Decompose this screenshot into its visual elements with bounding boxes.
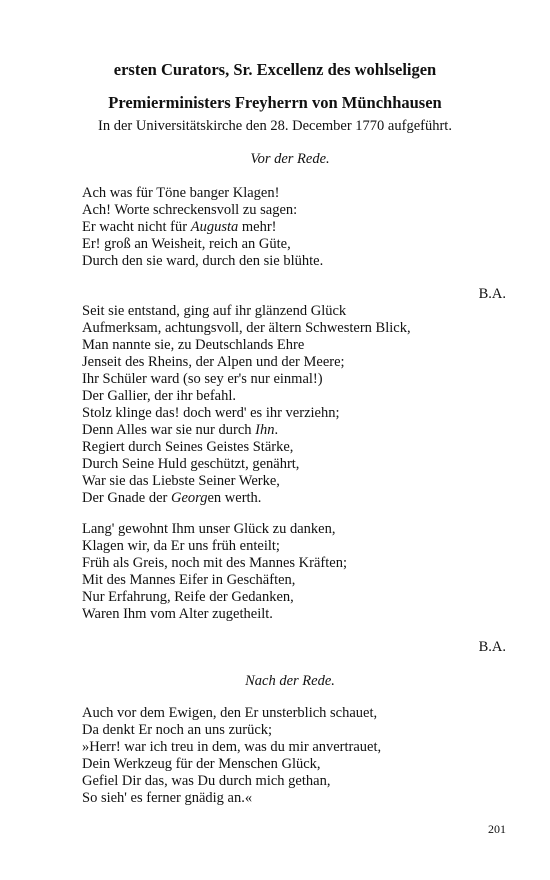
- verse-line: Aufmerksam, achtungsvoll, der ältern Schwestern Blick,: [82, 320, 411, 336]
- verse-line: Waren Ihm vom Alter zugetheilt.: [82, 606, 273, 622]
- verse-line: Gefiel Dir das, was Du durch mich gethan,: [82, 773, 331, 789]
- verse-line: Durch Seine Huld geschützt, genährt,: [82, 456, 300, 472]
- verse-line: Der Gallier, der ihr befahl.: [82, 388, 237, 404]
- verse-line: Er wacht nicht für Augusta mehr!: [82, 219, 277, 235]
- verse-line: Auch vor dem Ewigen, den Er unsterblich schauet,: [82, 705, 378, 721]
- verse-line: Ihr Schüler ward (so sey er's nur einmal!): [82, 371, 323, 387]
- verse-line: Durch den sie ward, durch den sie blühte.: [82, 253, 324, 269]
- verse-line: War sie das Liebste Seiner Werke,: [82, 473, 280, 489]
- verse-line: »Herr! war ich treu in dem, was du mir anvertrauet,: [82, 739, 382, 755]
- verse-line: Stolz klinge das! doch werd' es ihr verziehn;: [82, 405, 340, 421]
- verse-line: Denn Alles war sie nur durch Ihn.: [82, 422, 279, 438]
- page-number: 201: [488, 822, 506, 836]
- stanza-3: [82, 521, 347, 623]
- subtitle: In der Universitätskirche den 28. December 1770 aufgeführt.: [98, 118, 452, 134]
- signature-1: B.A.: [478, 286, 506, 302]
- verse-line: Der Gnade der Georgen werth.: [82, 490, 262, 506]
- heading-after-speech: Nach der Rede.: [245, 673, 335, 689]
- verse-line: Jenseit des Rheins, der Alpen und der Meere;: [82, 354, 345, 370]
- verse-line: Seit sie entstand, ging auf ihr glänzend Glück: [82, 303, 347, 319]
- verse-line: Nur Erfahrung, Reife der Gedanken,: [82, 589, 294, 605]
- verse-line: Er! groß an Weisheit, reich an Güte,: [82, 236, 291, 252]
- verse-line: Man nannte sie, zu Deutschlands Ehre: [82, 337, 305, 353]
- signature-2: B.A.: [478, 639, 506, 655]
- verse-line: Da denkt Er noch an uns zurück;: [82, 722, 273, 738]
- verse-line: Regiert durch Seines Geistes Stärke,: [82, 439, 294, 455]
- stanza-4: [82, 705, 381, 807]
- verse-line: Dein Werkzeug für der Menschen Glück,: [82, 756, 321, 772]
- verse-line: Lang' gewohnt Ihm unser Glück zu danken,: [82, 521, 336, 537]
- title-line-2: Premierministers Freyherrn von Münchhausen: [108, 93, 442, 112]
- verse-line: Ach! Worte schreckensvoll zu sagen:: [82, 202, 298, 218]
- stanza-2: [82, 303, 411, 507]
- verse-line: Klagen wir, da Er uns früh enteilt;: [82, 538, 280, 554]
- title-line-1: ersten Curators, Sr. Excellenz des wohlseligen: [113, 60, 437, 79]
- heading-before-speech: Vor der Rede.: [250, 151, 330, 167]
- verse-line: Früh als Greis, noch mit des Mannes Kräften;: [82, 555, 347, 571]
- verse-line: So sieh' es ferner gnädig an.«: [82, 790, 253, 806]
- verse-line: Mit des Mannes Eifer in Geschäften,: [82, 572, 296, 588]
- stanza-1: [82, 185, 323, 270]
- verse-line: Ach was für Töne banger Klagen!: [82, 185, 280, 201]
